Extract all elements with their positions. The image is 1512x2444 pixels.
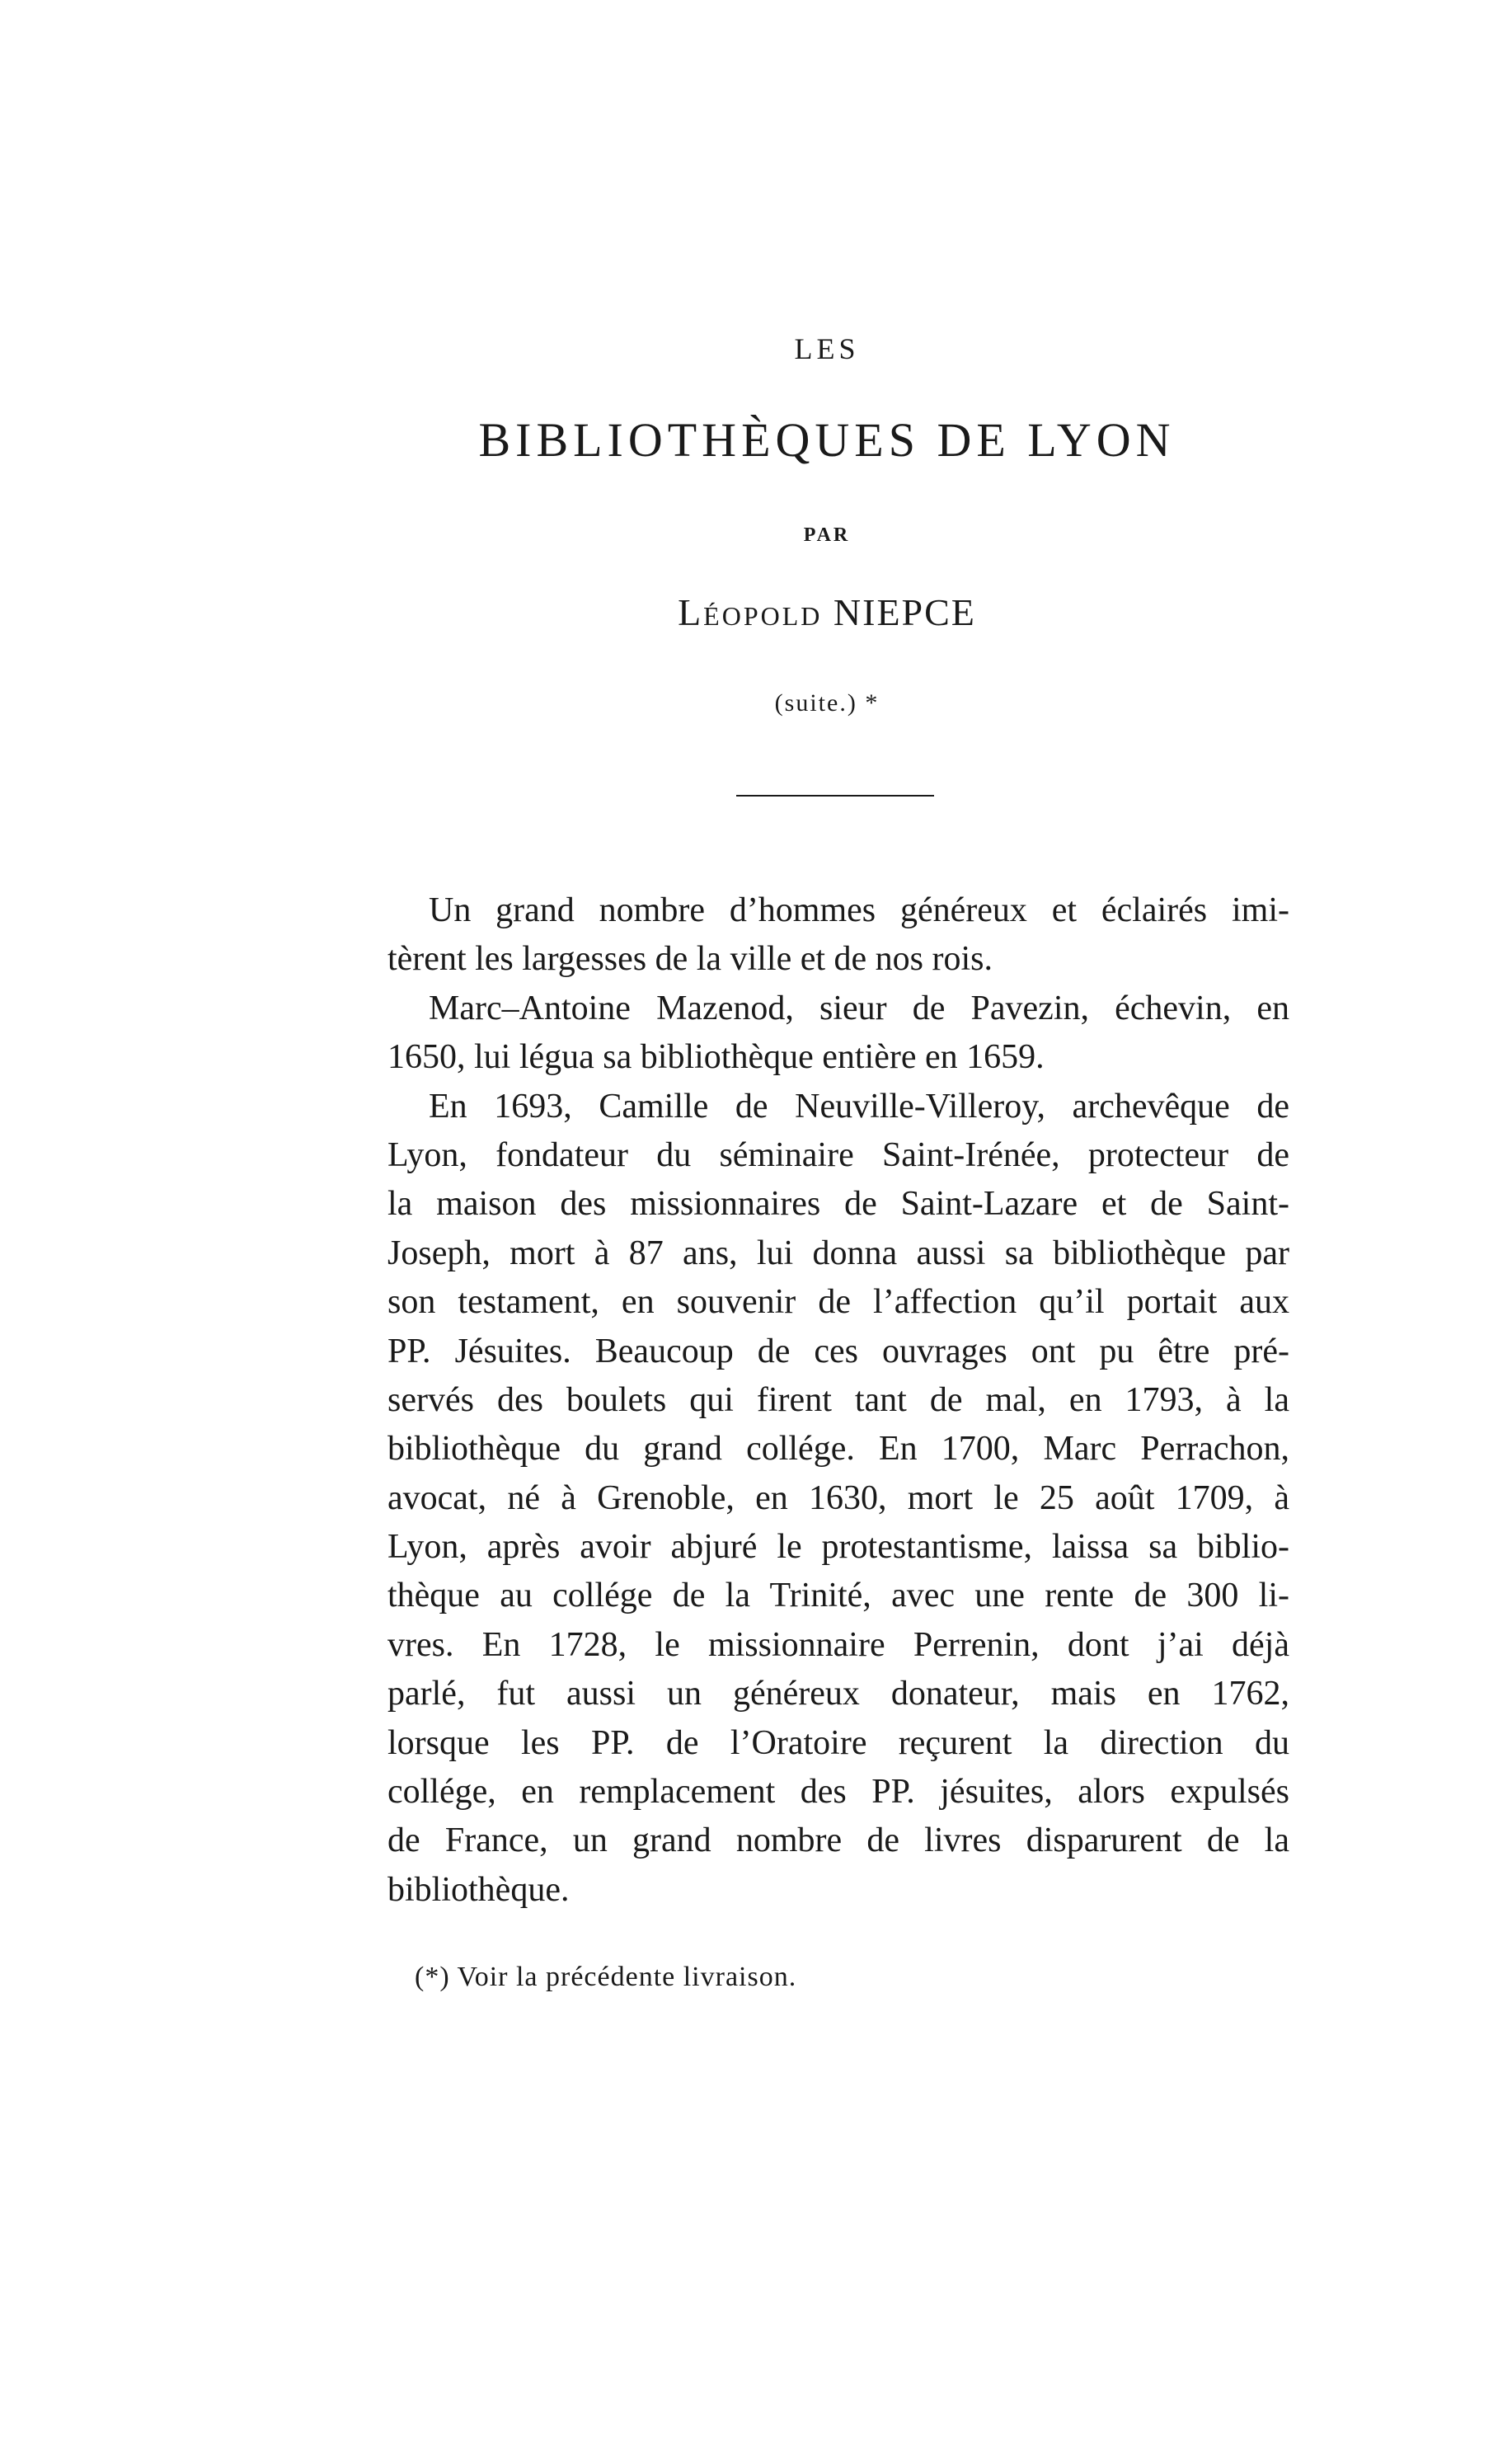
footnote: (*) Voir la précédente livraison. [415, 1962, 797, 1992]
text-line: servés des boulets qui firent tant de mal, en 1793, à la [387, 1380, 1289, 1419]
text-line: PP. Jésuites. Beaucoup de ces ouvrages ont pu être pré- [387, 1332, 1289, 1370]
text-line: de France, un grand nombre de livres disparurent de la [387, 1821, 1289, 1860]
text-line: avocat, né à Grenoble, en 1630, mort le 25 août 1709, à [387, 1478, 1289, 1517]
text-line: vres. En 1728, le missionnaire Perrenin, dont j’ai déjà [387, 1625, 1289, 1664]
text-line: collége, en remplacement des PP. jésuites, alors expulsés [387, 1773, 1289, 1812]
page-title: BIBLIOTHÈQUES DE LYON [478, 413, 1176, 467]
section-divider [736, 795, 934, 797]
body-text [387, 886, 1289, 1915]
text-line: thèque au collége de la Trinité, avec une rente de 300 li- [387, 1577, 1289, 1615]
text-line: Marc–Antoine Mazenod, sieur de Pavezin, échevin, en [429, 989, 1289, 1027]
text-line: 1650, lui légua sa bibliothèque entière en 1659. [387, 1038, 1045, 1077]
text-line: Lyon, fondateur du séminaire Saint-Irénée, protecteur de [387, 1135, 1289, 1174]
author-name [71, 590, 1512, 634]
text-line: tèrent les largesses de la ville et de nos rois. [387, 940, 993, 979]
title-overline: LES [794, 332, 860, 365]
author-first-name: Léopold [678, 591, 823, 633]
text-line: bibliothèque du grand collége. En 1700, Marc Perrachon, [387, 1430, 1289, 1469]
text-line: lorsque les PP. de l’Oratoire reçurent la direction du [387, 1723, 1289, 1762]
text-line: parlé, fut aussi un généreux donateur, mais en 1762, [387, 1675, 1289, 1713]
author-last-name: NIEPCE [833, 591, 976, 633]
text-line: En 1693, Camille de Neuville-Villeroy, archevêque de [429, 1087, 1289, 1126]
text-line: bibliothèque. [387, 1870, 570, 1909]
text-line: Joseph, mort à 87 ans, lui donna aussi sa bibliothèque par [387, 1234, 1289, 1272]
continued-note: (suite.) * [774, 689, 880, 717]
byline-label: PAR [803, 524, 851, 546]
text-line: Lyon, après avoir abjuré le protestantisme, laissa sa biblio- [387, 1528, 1289, 1567]
text-line: Un grand nombre d’hommes généreux et éclairés imi- [429, 891, 1289, 929]
text-line: son testament, en souvenir de l’affection qu’il portait aux [387, 1283, 1289, 1322]
text-line: la maison des missionnaires de Saint-Lazare et de Saint- [387, 1185, 1289, 1224]
